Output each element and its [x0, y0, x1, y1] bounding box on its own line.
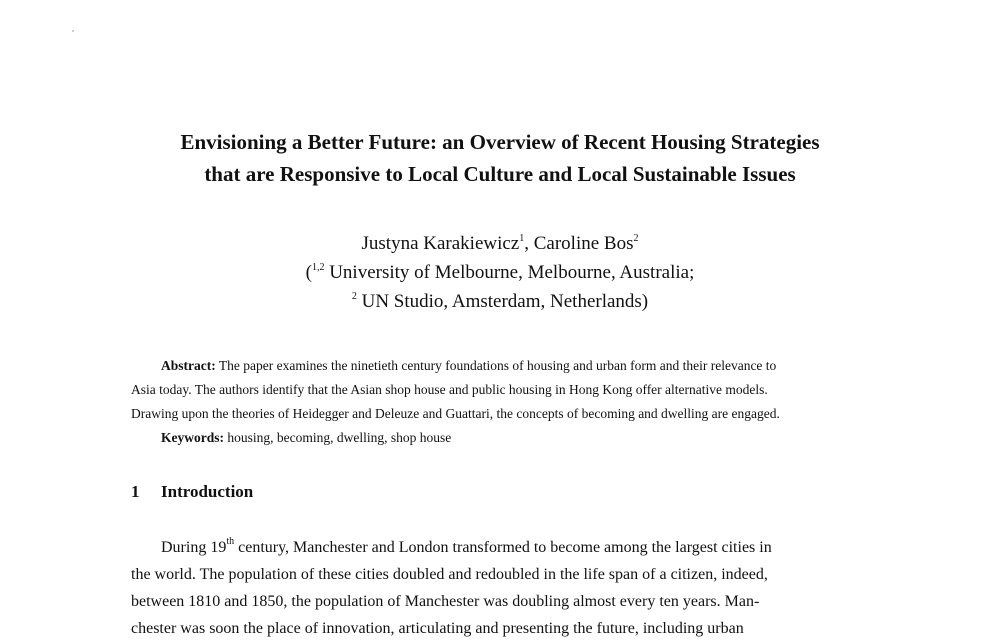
author-separator: ,	[524, 233, 534, 254]
author-2: Caroline Bos	[533, 233, 634, 254]
body-line-2: the world. The population of these cities doubled and redoubled in the life span of a citizen, indeed,	[131, 566, 768, 583]
author-1: Justyna Karakiewicz	[361, 233, 520, 254]
section-number: 1	[131, 482, 140, 501]
author-line	[0, 229, 1000, 258]
section-title: Introduction	[161, 482, 254, 501]
title-line-2: that are Responsive to Local Culture and Local Sustainable Issues	[204, 162, 796, 186]
affiliation-1-text: University of Melbourne, Melbourne, Australia;	[324, 262, 695, 283]
abstract-line-1	[131, 354, 876, 378]
body-line-3: between 1810 and 1850, the population of Manchester was doubling almost every ten years. Man-	[131, 593, 760, 610]
abstract-text-1: The paper examines the ninetieth century foundations of housing and urban form and their relevance to	[215, 358, 777, 373]
affiliation-open-paren: (	[305, 262, 312, 283]
abstract-line-2: Asia today. The authors identify that the Asian shop house and public housing in Hong Kong offer alternative models.	[131, 382, 768, 397]
affiliation-line-2	[0, 287, 1000, 316]
keywords-text: housing, becoming, dwelling, shop house	[224, 430, 452, 445]
author-block	[0, 229, 1000, 316]
affiliation-2-text: UN Studio, Amsterdam, Netherlands)	[356, 291, 649, 312]
paper-title	[0, 126, 1000, 190]
title-line-1: Envisioning a Better Future: an Overview of Recent Housing Strategies	[180, 130, 820, 154]
body-line-4: chester was soon the place of innovation, articulating and presenting the future, including urban	[131, 620, 744, 637]
affiliation-line-1	[0, 258, 1000, 287]
body-line-1-start: During 19	[161, 539, 227, 556]
author-1-sup: 1	[519, 233, 525, 244]
affiliation-2-sup: 2	[351, 291, 357, 302]
body-line-1-rest: century, Manchester and London transformed to become among the largest cities in	[234, 539, 772, 556]
keywords-label: Keywords:	[161, 430, 224, 445]
body-paragraph	[131, 534, 876, 642]
section-heading	[131, 482, 253, 502]
body-line-1	[131, 534, 876, 561]
keywords-line	[131, 426, 876, 450]
author-2-sup: 2	[633, 233, 639, 244]
affiliation-1-sup: 1,2	[311, 262, 325, 273]
abstract-line-3: Drawing upon the theories of Heidegger and Deleuze and Guattari, the concepts of becoming and dwelling are engaged.	[131, 406, 780, 421]
body-line-1-sup: th	[226, 536, 235, 547]
scan-speck	[72, 30, 74, 32]
abstract-block	[131, 354, 876, 450]
abstract-label: Abstract:	[161, 358, 216, 373]
